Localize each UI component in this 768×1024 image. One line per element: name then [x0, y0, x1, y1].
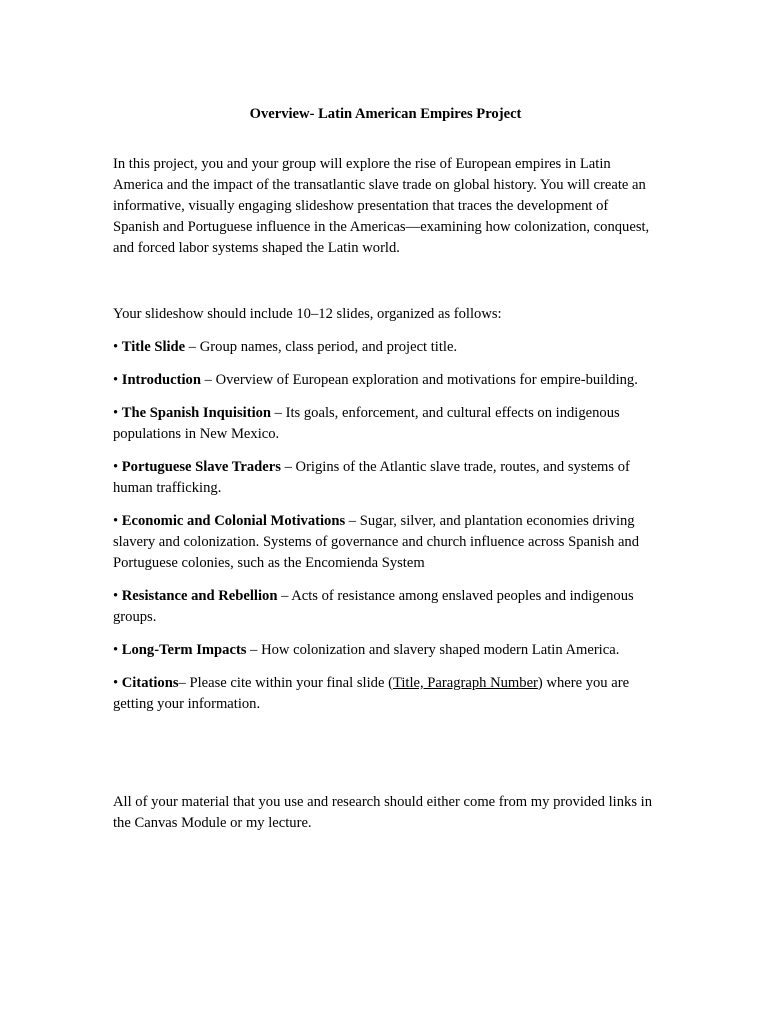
bullet-marker: •: [113, 372, 122, 388]
bullet-label: Title Slide: [121, 339, 186, 355]
bullet-economic-colonial-motivations: [113, 511, 658, 574]
document-body: [113, 104, 658, 834]
intro-paragraph: In this project, you and your group will explore the rise of European empires in Latin America and the impact of the transatlantic slave trade on global history. You will create an informative, visually engaging slideshow presentation that traces the development of Spanish and Portuguese influence in the Americas—examining how colonization, conquest, and forced labor systems shaped the Latin world.: [113, 156, 650, 256]
citation-format-underlined: Title, Paragraph Number: [392, 675, 538, 691]
bullet-label: Economic and Colonial Motivations: [121, 513, 346, 529]
bullet-text: – Group names, class period, and project title.: [185, 339, 458, 355]
bullet-introduction: [113, 370, 658, 391]
bullet-text: – How colonization and slavery shaped modern Latin America.: [246, 642, 620, 658]
bullet-text: – Overview of European exploration and motivations for empire-building.: [200, 372, 638, 388]
bullet-label: Citations: [121, 675, 179, 691]
bullet-text: – Please cite within your final slide (: [178, 675, 393, 691]
bullet-marker: •: [113, 675, 122, 691]
bullet-marker: •: [113, 513, 122, 529]
bullet-label: The Spanish Inquisition: [121, 405, 272, 421]
closing-paragraph: All of your material that you use and research should either come from my provided links in the Canvas Module or my lecture.: [113, 794, 653, 831]
bullet-text: – Its goals, enforcement, and cultural effects on indigenous populations in New Mexico.: [113, 405, 620, 442]
bullet-marker: •: [113, 339, 122, 355]
bullet-marker: •: [113, 459, 122, 475]
bullet-marker: •: [113, 642, 122, 658]
bullet-portuguese-slave-traders: [113, 457, 658, 499]
bullet-text-after: ) where you are getting your information.: [113, 675, 630, 712]
bullet-resistance-rebellion: [113, 586, 658, 628]
document-title: Overview- Latin American Empires Project: [249, 106, 522, 122]
bullet-label: Portuguese Slave Traders: [121, 459, 281, 475]
bullet-text: – Origins of the Atlantic slave trade, routes, and systems of human trafficking.: [113, 459, 630, 496]
bullet-label: Introduction: [121, 372, 201, 388]
bullet-label: Resistance and Rebellion: [121, 588, 278, 604]
bullet-spanish-inquisition: [113, 403, 658, 445]
bullet-title-slide: [113, 337, 658, 358]
bullet-marker: •: [113, 588, 122, 604]
bullet-text: – Acts of resistance among enslaved peoples and indigenous groups.: [113, 588, 634, 625]
bullet-long-term-impacts: [113, 640, 658, 661]
bullet-label: Long-Term Impacts: [121, 642, 247, 658]
bullet-citations: [113, 673, 658, 715]
bullet-marker: •: [113, 405, 122, 421]
bullet-text: – Sugar, silver, and plantation economies driving slavery and colonization. Systems of governance and church influence across Spanish and Portuguese colonies, such as the Encomienda System: [113, 513, 640, 571]
slides-lead-paragraph: Your slideshow should include 10–12 slides, organized as follows:: [113, 306, 502, 322]
